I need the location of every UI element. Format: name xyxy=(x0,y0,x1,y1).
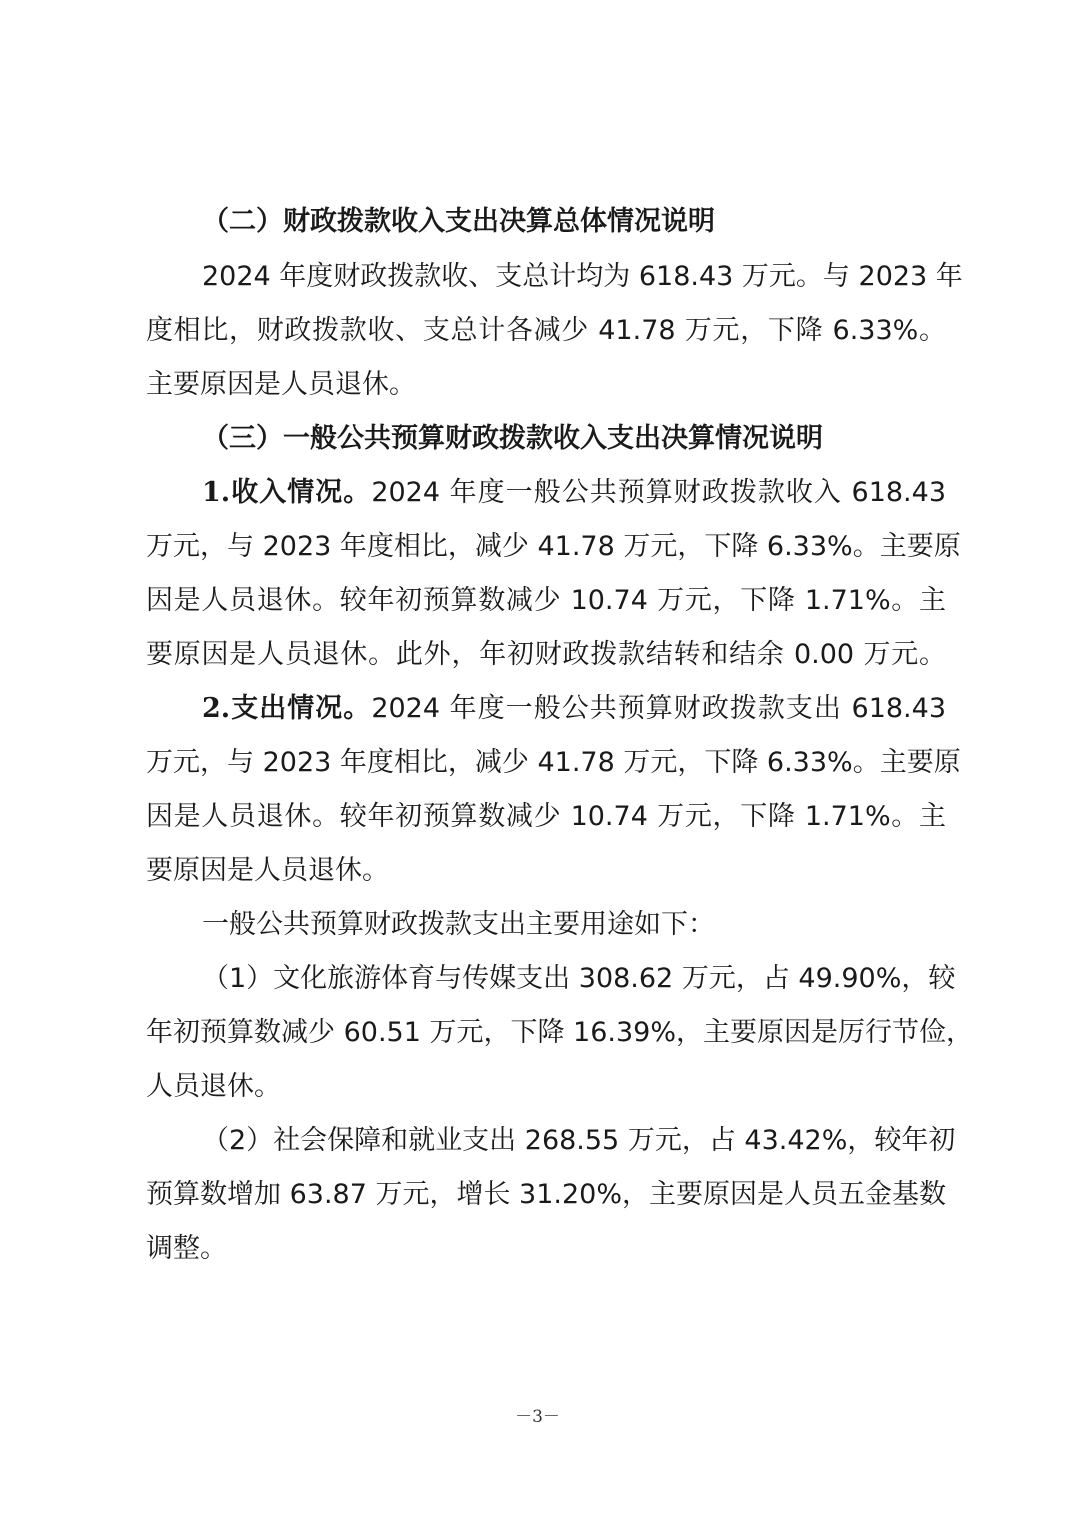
paragraph-line: 度相比，财政拨款收、支总计各减少 41.78 万元，下降 6.33%。 xyxy=(146,315,946,346)
page-number: －3－ xyxy=(515,1407,560,1427)
income-label: 1.收入情况。 xyxy=(202,477,372,508)
paragraph-line: 要原因是人员退休。此外，年初财政拨款结转和结余 0.00 万元。 xyxy=(146,639,946,670)
paragraph-line: 主要原因是人员退休。 xyxy=(146,369,416,400)
usage-item-line: 调整。 xyxy=(146,1233,227,1264)
paragraph-line: 要原因是人员退休。 xyxy=(146,855,389,886)
usage-item-line: （1）文化旅游体育与传媒支出 308.62 万元，占 49.90%，较 xyxy=(202,963,956,994)
expenditure-label: 2.支出情况。 xyxy=(202,693,372,724)
usage-item-line: 预算数增加 63.87 万元，增长 31.20%，主要原因是人员五金基数 xyxy=(146,1179,946,1210)
paragraph-line: 因是人员退休。较年初预算数减少 10.74 万元，下降 1.71%。主 xyxy=(146,801,946,832)
expenditure-first-line xyxy=(202,692,946,726)
income-first-line xyxy=(202,476,946,510)
usage-item-line: 人员退休。 xyxy=(146,1071,281,1102)
section-heading-3: （三）一般公共预算财政拨款收入支出决算情况说明 xyxy=(202,423,823,454)
income-text: 2024 年度一般公共预算财政拨款收入 618.43 xyxy=(371,477,946,508)
section-heading-2: （二）财政拨款收入支出决算总体情况说明 xyxy=(202,206,715,237)
paragraph-line: 万元，与 2023 年度相比，减少 41.78 万元，下降 6.33%。主要原 xyxy=(146,531,961,562)
paragraph-line: 2024 年度财政拨款收、支总计均为 618.43 万元。与 2023 年 xyxy=(202,261,963,292)
paragraph-line: 万元，与 2023 年度相比，减少 41.78 万元，下降 6.33%。主要原 xyxy=(146,747,961,778)
usage-intro: 一般公共预算财政拨款支出主要用途如下： xyxy=(202,909,715,940)
usage-item-line: 年初预算数减少 60.51 万元，下降 16.39%，主要原因是厉行节俭， xyxy=(146,1017,973,1048)
usage-item-line: （2）社会保障和就业支出 268.55 万元，占 43.42%，较年初 xyxy=(202,1125,956,1156)
expenditure-text: 2024 年度一般公共预算财政拨款支出 618.43 xyxy=(371,693,946,724)
paragraph-line: 因是人员退休。较年初预算数减少 10.74 万元，下降 1.71%。主 xyxy=(146,585,946,616)
